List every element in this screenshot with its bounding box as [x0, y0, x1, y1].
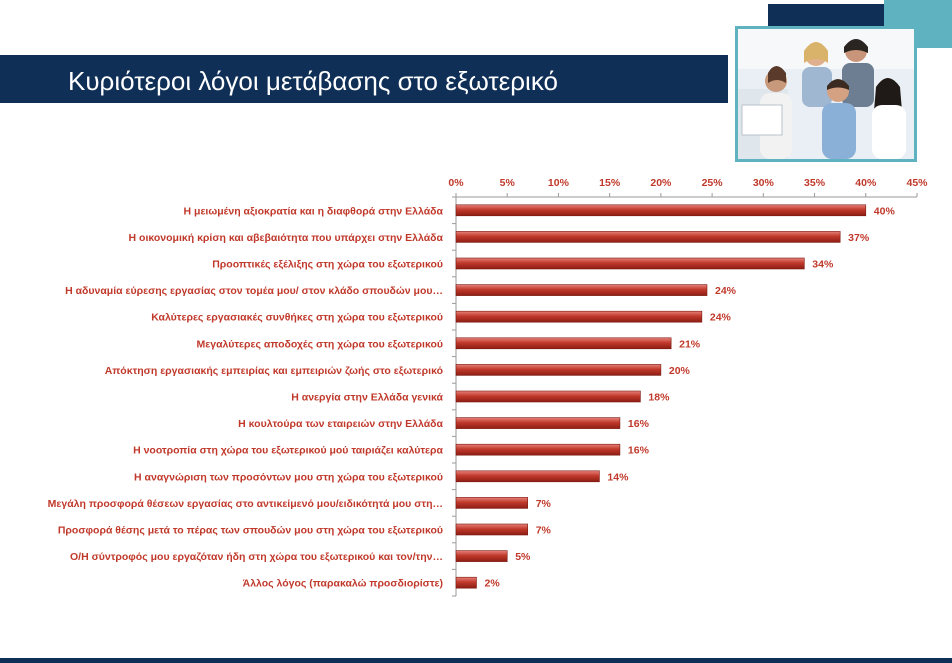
- bar: [456, 551, 507, 562]
- category-label: Μεγαλύτερες αποδοχές στη χώρα του εξωτερικού: [196, 338, 443, 351]
- category-label: Καλύτερες εργασιακές συνθήκες στη χώρα του εξωτερικού: [151, 311, 443, 324]
- bottom-rule: [0, 658, 952, 663]
- bar: [456, 338, 671, 349]
- category-label: Προοπτικές εξέλιξης στη χώρα του εξωτερικού: [212, 258, 443, 271]
- data-label: 34%: [812, 258, 834, 271]
- bar: [456, 444, 620, 455]
- bar: [456, 364, 661, 375]
- data-label: 7%: [535, 497, 551, 510]
- bar: [456, 231, 840, 242]
- x-tick-label: 40%: [855, 177, 877, 189]
- category-label: Απόκτηση εργασιακής εμπειρίας και εμπειριών ζωής στο εξωτερικό: [104, 364, 443, 377]
- data-label: 16%: [627, 418, 649, 431]
- data-label: 40%: [873, 205, 895, 218]
- bar: [456, 391, 640, 402]
- data-label: 16%: [627, 444, 649, 457]
- data-label: 21%: [679, 338, 701, 351]
- bar: [456, 497, 528, 508]
- x-tick-label: 10%: [547, 177, 569, 189]
- x-tick-label: 25%: [701, 177, 723, 189]
- data-label: 18%: [648, 391, 670, 404]
- data-label: 5%: [515, 551, 531, 564]
- bar: [456, 285, 707, 296]
- data-label: 14%: [607, 471, 629, 484]
- category-label: Η κουλτούρα των εταιρειών στην Ελλάδα: [238, 418, 443, 431]
- x-tick-label: 45%: [906, 177, 928, 189]
- category-label: Η αναγνώριση των προσόντων μου στη χώρα του εξωτερικού: [134, 471, 443, 484]
- x-tick-label: 15%: [599, 177, 621, 189]
- x-tick-label: 5%: [499, 177, 515, 189]
- data-label: 7%: [535, 524, 551, 537]
- category-label: Η οικονομική κρίση και αβεβαιότητα που υπάρχει στην Ελλάδα: [128, 231, 443, 244]
- x-tick-label: 35%: [804, 177, 826, 189]
- data-label: 24%: [714, 285, 737, 298]
- category-label: Μεγάλη προσφορά θέσεων εργασίας στο αντικείμενό μου/ειδικότητά μου στη…: [47, 497, 443, 510]
- category-label: Ο/Η σύντροφός μου εργαζόταν ήδη στη χώρα του εξωτερικού και τον/την…: [69, 551, 443, 564]
- bar: [456, 311, 702, 322]
- x-tick-label: 30%: [752, 177, 774, 189]
- data-label: 37%: [848, 231, 870, 244]
- slide-title: Κυριότεροι λόγοι μετάβασης στο εξωτερικό: [68, 66, 558, 96]
- bar: [456, 258, 804, 269]
- data-label: 20%: [668, 364, 690, 377]
- category-label: Η ανεργία στην Ελλάδα γενικά: [291, 391, 443, 404]
- x-tick-label: 0%: [448, 177, 464, 189]
- category-label: Άλλος λόγος (παρακαλώ προσδιορίστε): [242, 577, 443, 590]
- category-label: Η νοοτροπία στη χώρα του εξωτερικού μού ταιριάζει καλύτερα: [133, 444, 443, 457]
- data-label: 2%: [484, 577, 500, 590]
- x-tick-label: 20%: [650, 177, 672, 189]
- bar: [456, 524, 528, 535]
- category-label: Η αδυναμία εύρεσης εργασίας στον τομέα μου/ στον κλάδο σπουδών μου…: [65, 285, 443, 298]
- bar: [456, 418, 620, 429]
- bar: [456, 205, 866, 216]
- category-label: Προσφορά θέσης μετά το πέρας των σπουδών μου στη χώρα του εξωτερικού: [57, 524, 443, 537]
- category-label: Η μειωμένη αξιοκρατία και η διαφθορά στην Ελλάδα: [183, 205, 443, 218]
- bar: [456, 577, 476, 588]
- bar: [456, 471, 599, 482]
- data-label: 24%: [709, 311, 731, 324]
